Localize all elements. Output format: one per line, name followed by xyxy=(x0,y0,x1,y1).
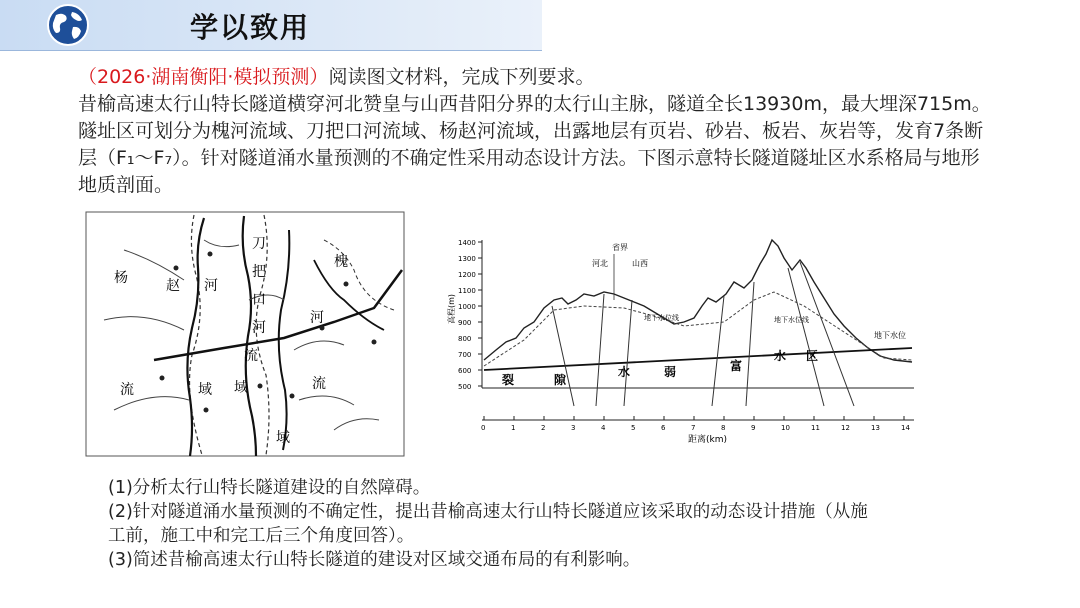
question-2: (2)针对隧道涌水量预测的不确定性，提出昔榆高速太行山特长隧道应该采取的动态设计措施（从施 xyxy=(108,502,868,522)
x-tick-label: 10 xyxy=(781,424,790,432)
map-label-dao: 刀 xyxy=(252,236,266,252)
material-paragraph: 昔榆高速太行山特长隧道横穿河北赞皇与山西昔阳分界的太行山主脉，隧道全长13930m，最大埋深715m。隧址区可划分为槐河流域、刀把口河流域、杨赵河流域，出露地层有页岩、砂岩、板岩、灰岩等，发育7条断层（F₁～F₇）。针对隧道涌水量预测的不确定性采用动态设计方法。下图示意特长隧道隧址区水系格局与地形地质剖面。 xyxy=(78,93,991,196)
x-tick-label: 6 xyxy=(661,424,666,432)
zone-label: 水 xyxy=(618,365,631,379)
y-tick-label: 700 xyxy=(458,351,472,359)
map-label-liu1: 流 xyxy=(120,382,134,398)
y-tick-label: 600 xyxy=(458,367,472,375)
y-tick-label: 1300 xyxy=(458,255,476,263)
map-label-ba: 把 xyxy=(252,264,266,280)
x-tick-label: 2 xyxy=(541,424,546,432)
question-list xyxy=(108,476,988,572)
question-2-cont: 工前，施工中和完工后三个角度回答）。 xyxy=(108,526,415,546)
y-tick-label: 900 xyxy=(458,319,472,327)
y-tick-label: 1400 xyxy=(458,239,476,247)
y-tick-label: 800 xyxy=(458,335,472,343)
globe-icon xyxy=(42,3,94,47)
zone-label: 裂 xyxy=(502,373,515,387)
map-label-he3: 河 xyxy=(310,310,324,326)
figure-area xyxy=(84,210,944,460)
y-axis-label: 高程(m) xyxy=(447,293,456,324)
boundary-label: 省界 xyxy=(612,243,628,252)
map-label-he1: 河 xyxy=(204,278,218,294)
map-label-yu2: 域 xyxy=(234,380,248,396)
map-label-huai: 槐 xyxy=(334,254,348,270)
zone-label: 水 xyxy=(774,349,787,363)
zone-label: 弱 xyxy=(664,365,677,379)
x-tick-label: 0 xyxy=(481,424,486,432)
x-tick-label: 13 xyxy=(871,424,880,432)
zone-label: 富 xyxy=(730,359,743,373)
map-label-yu1: 域 xyxy=(198,382,212,398)
intro-text xyxy=(78,64,998,199)
x-tick-label: 1 xyxy=(511,424,516,432)
geology-profile xyxy=(446,239,914,445)
map-label-he2: 河 xyxy=(252,320,266,336)
page-title: 学以致用 xyxy=(190,11,311,44)
instruction: 阅读图文材料，完成下列要求。 xyxy=(328,66,595,88)
x-tick-label: 8 xyxy=(721,424,726,432)
hebei-label: 河北 xyxy=(592,259,608,268)
map-label-kou: 口 xyxy=(252,292,266,308)
header-bar xyxy=(0,0,542,51)
question-3: (3)简述昔榆高速太行山特长隧道的建设对区域交通布局的有利影响。 xyxy=(108,550,641,570)
x-tick-label: 11 xyxy=(811,424,820,432)
x-tick-label: 5 xyxy=(631,424,636,432)
y-tick-label: 1000 xyxy=(458,303,476,311)
groundwater-line-label: 地下水位线 xyxy=(644,314,679,322)
x-tick-label: 12 xyxy=(841,424,850,432)
x-tick-label: 7 xyxy=(691,424,696,432)
question-1: (1)分析太行山特长隧道建设的自然障碍。 xyxy=(108,478,431,498)
x-axis-ticks xyxy=(481,416,910,432)
shanxi-label: 山西 xyxy=(632,259,648,268)
y-tick-label: 1100 xyxy=(458,287,476,295)
map-label-yang: 杨 xyxy=(114,270,128,286)
x-axis-label: 距离(km) xyxy=(688,435,728,445)
y-axis-ticks xyxy=(458,239,482,391)
x-tick-label: 4 xyxy=(601,424,606,432)
groundwater-level-label: 地下水位 xyxy=(874,331,906,340)
x-tick-label: 3 xyxy=(571,424,576,432)
question-source: （2026·湖南衡阳·模拟预测） xyxy=(78,66,329,88)
map-label-zhao: 赵 xyxy=(166,278,180,294)
zone-label: 隙 xyxy=(554,373,567,387)
zone-label: 区 xyxy=(806,349,819,363)
drainage-map xyxy=(86,212,404,456)
y-tick-label: 500 xyxy=(458,383,472,391)
groundwater-line-label-2: 地下水位线 xyxy=(774,316,809,324)
map-label-liu2: 流 xyxy=(244,348,258,364)
map-label-liu3: 流 xyxy=(312,376,326,392)
y-tick-label: 1200 xyxy=(458,271,476,279)
x-tick-label: 9 xyxy=(751,424,756,432)
map-label-yu3: 域 xyxy=(276,430,290,446)
x-tick-label: 14 xyxy=(901,424,910,432)
